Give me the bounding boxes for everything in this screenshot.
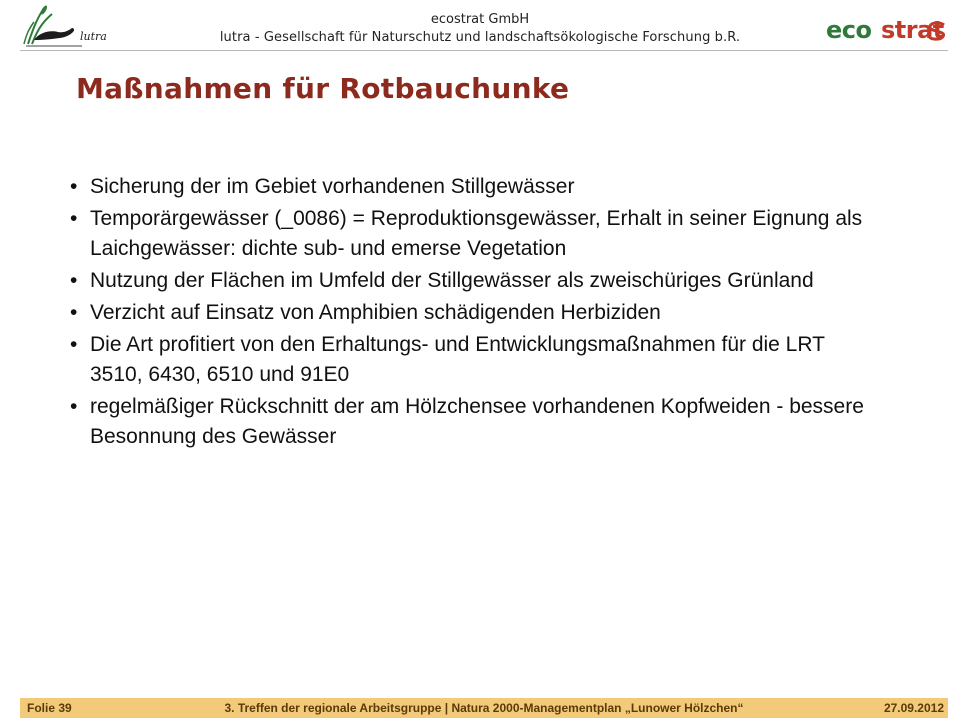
footer-date: 27.09.2012 xyxy=(883,701,944,715)
header xyxy=(0,0,960,52)
bullet-icon: • xyxy=(70,395,78,418)
bullet-item xyxy=(70,298,870,328)
ecostrat-swirl-icon xyxy=(926,21,948,41)
bullet-item xyxy=(70,330,870,390)
bullet-icon: • xyxy=(70,175,78,198)
bullet-icon: • xyxy=(70,301,78,324)
bullet-text: Die Art profitiert von den Erhaltungs- und Entwicklungsmaßnahmen für die LRT 3510, 6430, 6510 und 91E0 xyxy=(90,333,825,386)
bullet-icon: • xyxy=(70,333,78,356)
ecostrat-logo xyxy=(826,16,950,46)
bullet-item xyxy=(70,392,870,452)
bullet-item xyxy=(70,172,870,202)
bullet-text: Verzicht auf Einsatz von Amphibien schädigenden Herbiziden xyxy=(90,301,661,324)
bullet-text: Temporärgewässer (_0086) = Reproduktionsgewässer, Erhalt in seiner Eignung als Laichgewässer: dichte sub- und emerse Vegetation xyxy=(90,207,863,260)
bullet-icon: • xyxy=(70,269,78,292)
footer-bar xyxy=(20,698,948,718)
bullet-text: Sicherung der im Gebiet vorhandenen Stillgewässer xyxy=(90,175,575,198)
ecostrat-logo-eco: eco xyxy=(826,16,872,44)
header-subtitle: lutra - Gesellschaft für Naturschutz und landschaftsökologische Forschung b.R. xyxy=(219,30,741,45)
bullet-item xyxy=(70,204,870,264)
bullet-list xyxy=(70,172,870,454)
bullet-icon: • xyxy=(70,207,78,230)
slide-title: Maßnahmen für Rotbauchunke xyxy=(76,72,570,105)
company-name: ecostrat GmbH xyxy=(430,12,530,27)
lutra-logo-text: lutra xyxy=(80,30,107,43)
bullet-text: Nutzung der Flächen im Umfeld der Stillgewässer als zweischüriges Grünland xyxy=(90,269,814,292)
ecostrat-logo-strat: strat xyxy=(881,16,944,44)
header-divider xyxy=(20,50,948,51)
bullet-text: regelmäßiger Rückschnitt der am Hölzchensee vorhandenen Kopfweiden - bessere Besonnung des Gewässer xyxy=(90,395,864,448)
event-title: 3. Treffen der regionale Arbeitsgruppe | Natura 2000-Managementplan „Lunower Hölzchen“ xyxy=(224,701,744,715)
bullet-item xyxy=(70,266,870,296)
slide-number: Folie 39 xyxy=(27,701,72,715)
